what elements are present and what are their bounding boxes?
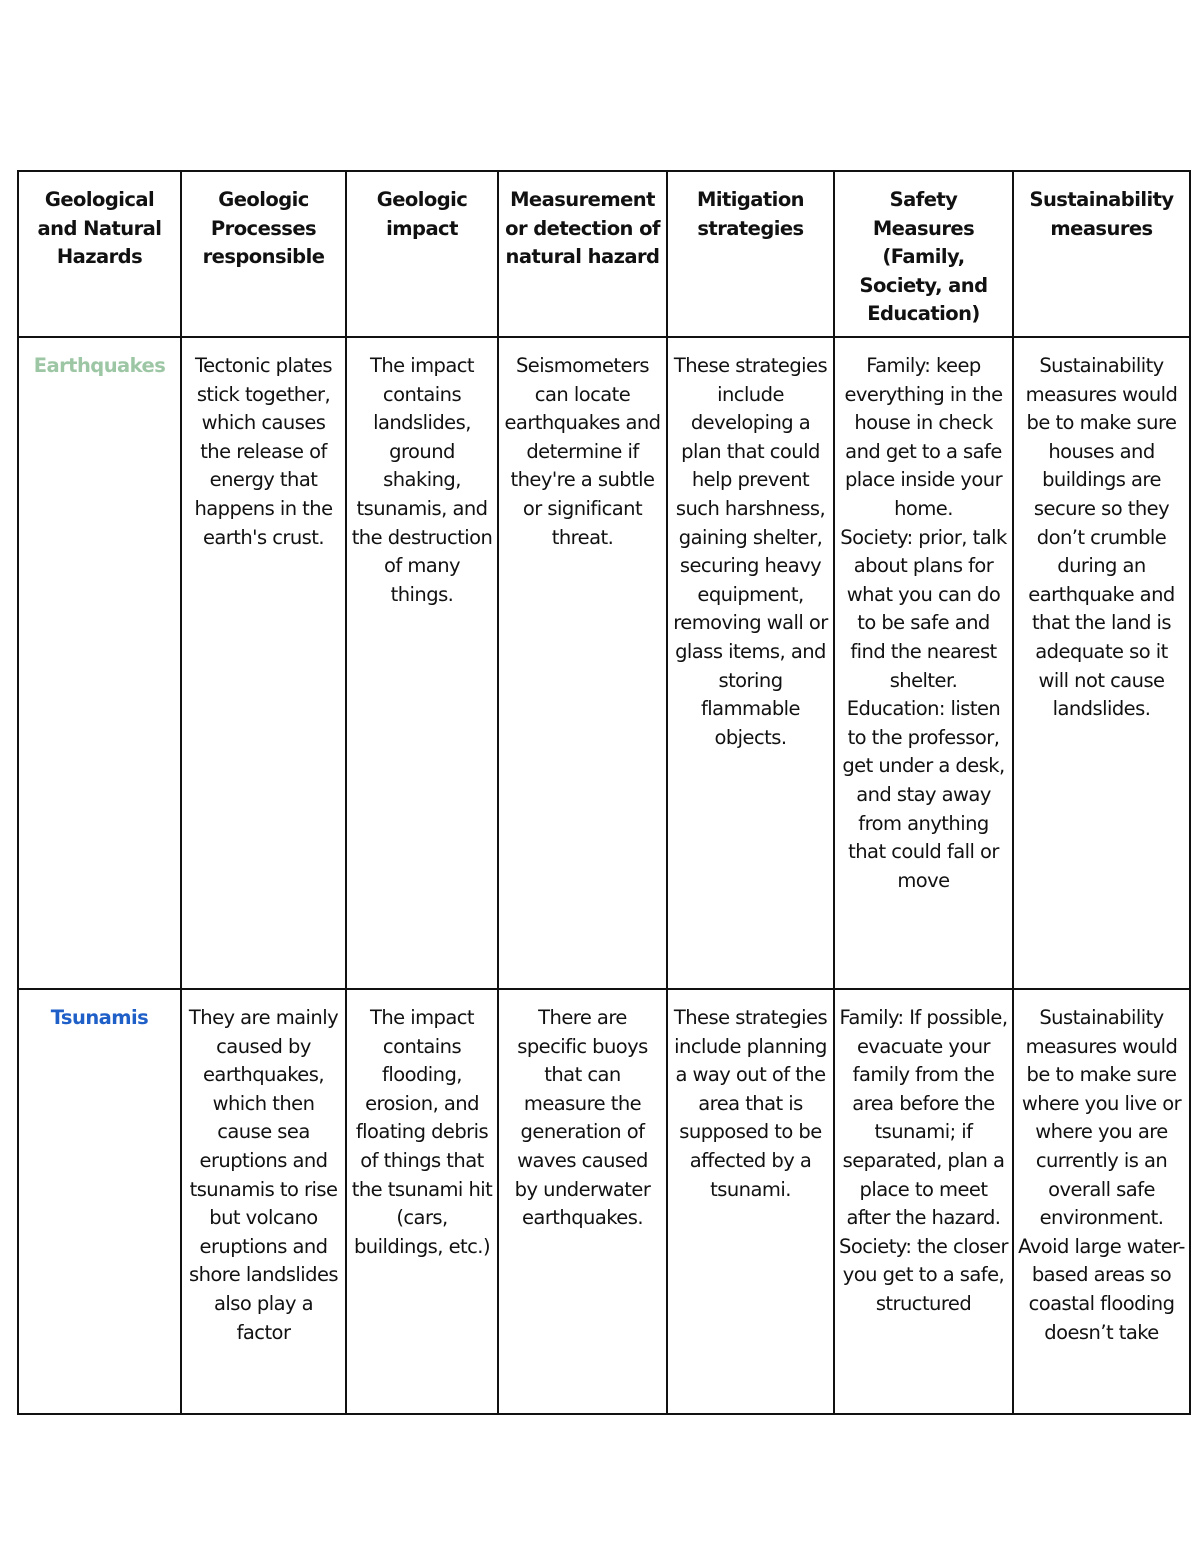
table-row-earthquakes [18, 337, 1190, 989]
impact-tsunamis: The impact contains flooding, erosion, and floating debris of things that the tsunami hit (cars, buildings, etc.) [346, 989, 498, 1414]
header-processes: Geologic Processes responsible [181, 171, 346, 337]
safety-society-earthquakes: Society: prior, talk about plans for what you can do to be safe and find the nearest shelter. [840, 525, 1007, 692]
table-header-row [18, 171, 1190, 337]
safety-earthquakes [834, 337, 1013, 989]
safety-education-earthquakes: Education: listen to the professor, get under a desk, and stay away from anything that could fall or move [842, 697, 1005, 892]
processes-earthquakes: Tectonic plates stick together, which causes the release of energy that happens in the earth's crust. [181, 337, 346, 989]
header-sustainability: Sustainability measures [1013, 171, 1190, 337]
mitigation-earthquakes: These strategies include developing a plan that could help prevent such harshness, gaining shelter, securing heavy equipment, removing wall or glass items, and storing flammable objects. [667, 337, 834, 989]
header-measurement: Measurement or detection of natural hazard [498, 171, 667, 337]
header-safety: Safety Measures (Family, Society, and Education) [834, 171, 1013, 337]
header-impact: Geologic impact [346, 171, 498, 337]
processes-tsunamis: They are mainly caused by earthquakes, which then cause sea eruptions and tsunamis to rise but volcano eruptions and shore landslides also play a factor [181, 989, 346, 1414]
measurement-tsunamis: There are specific buoys that can measure the generation of waves caused by underwater earthquakes. [498, 989, 667, 1414]
sustainability-tsunamis: Sustainability measures would be to make sure where you live or where you are currently is an overall safe environment. Avoid large water-based areas so coastal flooding doesn’t take [1013, 989, 1190, 1414]
safety-family-tsunamis: Family: If possible, evacuate your family from the area before the tsunami; if separated, plan a place to meet after the hazard. [839, 1006, 1008, 1230]
safety-tsunamis [834, 989, 1013, 1414]
safety-family-earthquakes: Family: keep everything in the house in check and get to a safe place inside your home. [844, 354, 1003, 520]
table-row-tsunamis [18, 989, 1190, 1414]
header-mitigation: Mitigation strategies [667, 171, 834, 337]
measurement-earthquakes: Seismometers can locate earthquakes and determine if they're a subtle or significant threat. [498, 337, 667, 989]
hazard-name-earthquakes: Earthquakes [18, 337, 181, 989]
sustainability-earthquakes: Sustainability measures would be to make sure houses and buildings are secure so they don’t crumble during an earthquake and that the land is adequate so it will not cause landslides. [1013, 337, 1190, 989]
mitigation-tsunamis: These strategies include planning a way out of the area that is supposed to be affected by a tsunami. [667, 989, 834, 1414]
impact-earthquakes: The impact contains landslides, ground shaking, tsunamis, and the destruction of many things. [346, 337, 498, 989]
hazards-table [17, 170, 1191, 1415]
safety-society-tsunamis: Society: the closer you get to a safe, structured [839, 1234, 1008, 1315]
hazard-name-tsunamis: Tsunamis [18, 989, 181, 1414]
header-hazards: Geological and Natural Hazards [18, 171, 181, 337]
